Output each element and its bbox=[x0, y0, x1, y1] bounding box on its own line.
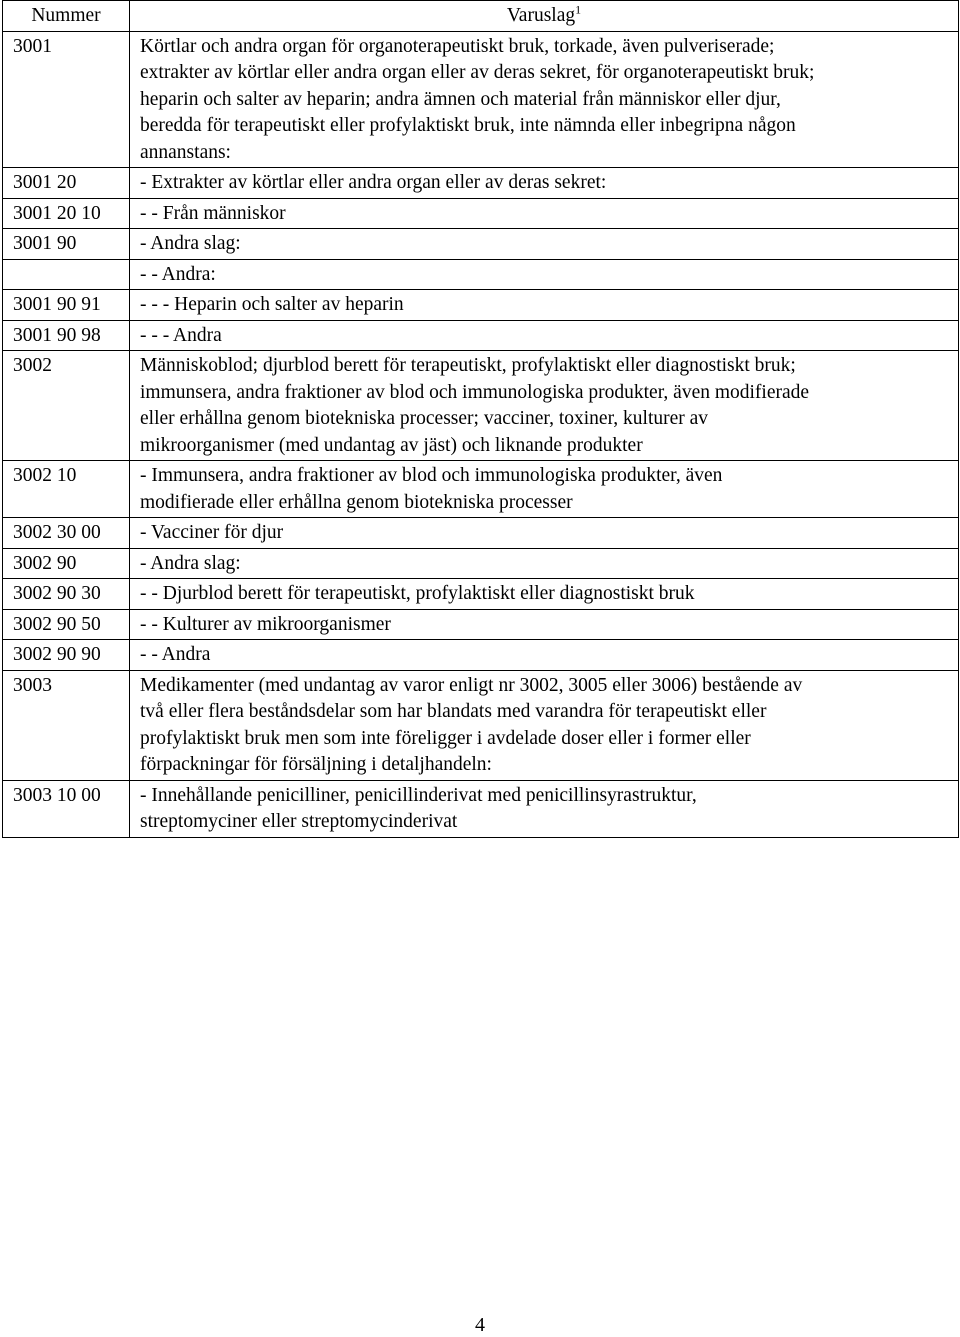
table-row bbox=[3, 461, 959, 518]
row-number: 3002 10 bbox=[3, 461, 130, 518]
row-description: - - Djurblod berett för terapeutiskt, profylaktiskt eller diagnostiskt bruk bbox=[130, 579, 959, 610]
row-number: 3001 20 10 bbox=[3, 198, 130, 229]
table-row bbox=[3, 670, 959, 780]
row-description: - Andra slag: bbox=[130, 229, 959, 260]
row-number: 3002 bbox=[3, 351, 130, 461]
row-description: Människoblod; djurblod berett för terapeutiskt, profylaktiskt eller diagnostiskt bruk; immunsera, andra fraktioner av blod och immunologiska produkter, även modifierade eller erhållna genom biotekniska processer; vacciner, toxiner, kulturer av mikroorganismer (med undantag av jäst) och liknande produkter bbox=[130, 351, 959, 461]
table-row bbox=[3, 640, 959, 671]
table-row bbox=[3, 548, 959, 579]
row-number: 3001 20 bbox=[3, 168, 130, 199]
row-number: 3001 bbox=[3, 31, 130, 168]
row-number bbox=[3, 259, 130, 290]
table-row bbox=[3, 259, 959, 290]
table-header-row bbox=[3, 1, 959, 32]
row-number: 3002 90 bbox=[3, 548, 130, 579]
row-description: Körtlar och andra organ för organoterapeutiskt bruk, torkade, även pulveriserade; extrakter av körtlar eller andra organ eller av deras sekret, för organoterapeutiskt bruk; heparin och salter av heparin; andra ämnen och material från människor eller djur, beredda för terapeutiskt eller profylaktiskt bruk, inte nämnda eller inbegripna någon annanstans: bbox=[130, 31, 959, 168]
row-description: - Vacciner för djur bbox=[130, 518, 959, 549]
row-description: - Extrakter av körtlar eller andra organ eller av deras sekret: bbox=[130, 168, 959, 199]
table-row bbox=[3, 351, 959, 461]
row-number: 3002 90 30 bbox=[3, 579, 130, 610]
row-description: - - Kulturer av mikroorganismer bbox=[130, 609, 959, 640]
table-row bbox=[3, 780, 959, 837]
row-description: - - Andra: bbox=[130, 259, 959, 290]
row-description: - - - Andra bbox=[130, 320, 959, 351]
row-description: - - Andra bbox=[130, 640, 959, 671]
row-description: - - Från människor bbox=[130, 198, 959, 229]
row-number: 3003 10 00 bbox=[3, 780, 130, 837]
page-number: 4 bbox=[475, 1314, 485, 1336]
row-description: - Innehållande penicilliner, penicillinderivat med penicillinsyrastruktur, streptomyciner eller streptomycinderivat bbox=[130, 780, 959, 837]
row-number: 3002 90 50 bbox=[3, 609, 130, 640]
table-body bbox=[3, 31, 959, 837]
row-number: 3003 bbox=[3, 670, 130, 780]
table-row bbox=[3, 518, 959, 549]
table-row bbox=[3, 609, 959, 640]
table-row bbox=[3, 290, 959, 321]
column-header-description-label: Varuslag bbox=[506, 5, 576, 26]
row-number: 3002 90 90 bbox=[3, 640, 130, 671]
footnote-marker: 1 bbox=[575, 2, 582, 17]
tariff-table bbox=[2, 0, 959, 838]
row-number: 3002 30 00 bbox=[3, 518, 130, 549]
column-header-description bbox=[130, 1, 959, 32]
row-description: Medikamenter (med undantag av varor enligt nr 3002, 3005 eller 3006) bestående av två eller flera beståndsdelar som har blandats med varandra för terapeutiskt eller profylaktiskt bruk men som inte föreligger i avdelade doser eller i former eller förpackningar för försäljning i detaljhandeln: bbox=[130, 670, 959, 780]
table-row bbox=[3, 168, 959, 199]
row-number: 3001 90 91 bbox=[3, 290, 130, 321]
row-number: 3001 90 98 bbox=[3, 320, 130, 351]
row-description: - Immunsera, andra fraktioner av blod och immunologiska produkter, även modifierade eller erhållna genom biotekniska processer bbox=[130, 461, 959, 518]
table-row bbox=[3, 320, 959, 351]
table-row bbox=[3, 579, 959, 610]
row-description: - - - Heparin och salter av heparin bbox=[130, 290, 959, 321]
table-row bbox=[3, 31, 959, 168]
table-row bbox=[3, 198, 959, 229]
column-header-number: Nummer bbox=[3, 1, 130, 32]
row-description: - Andra slag: bbox=[130, 548, 959, 579]
table-row bbox=[3, 229, 959, 260]
row-number: 3001 90 bbox=[3, 229, 130, 260]
